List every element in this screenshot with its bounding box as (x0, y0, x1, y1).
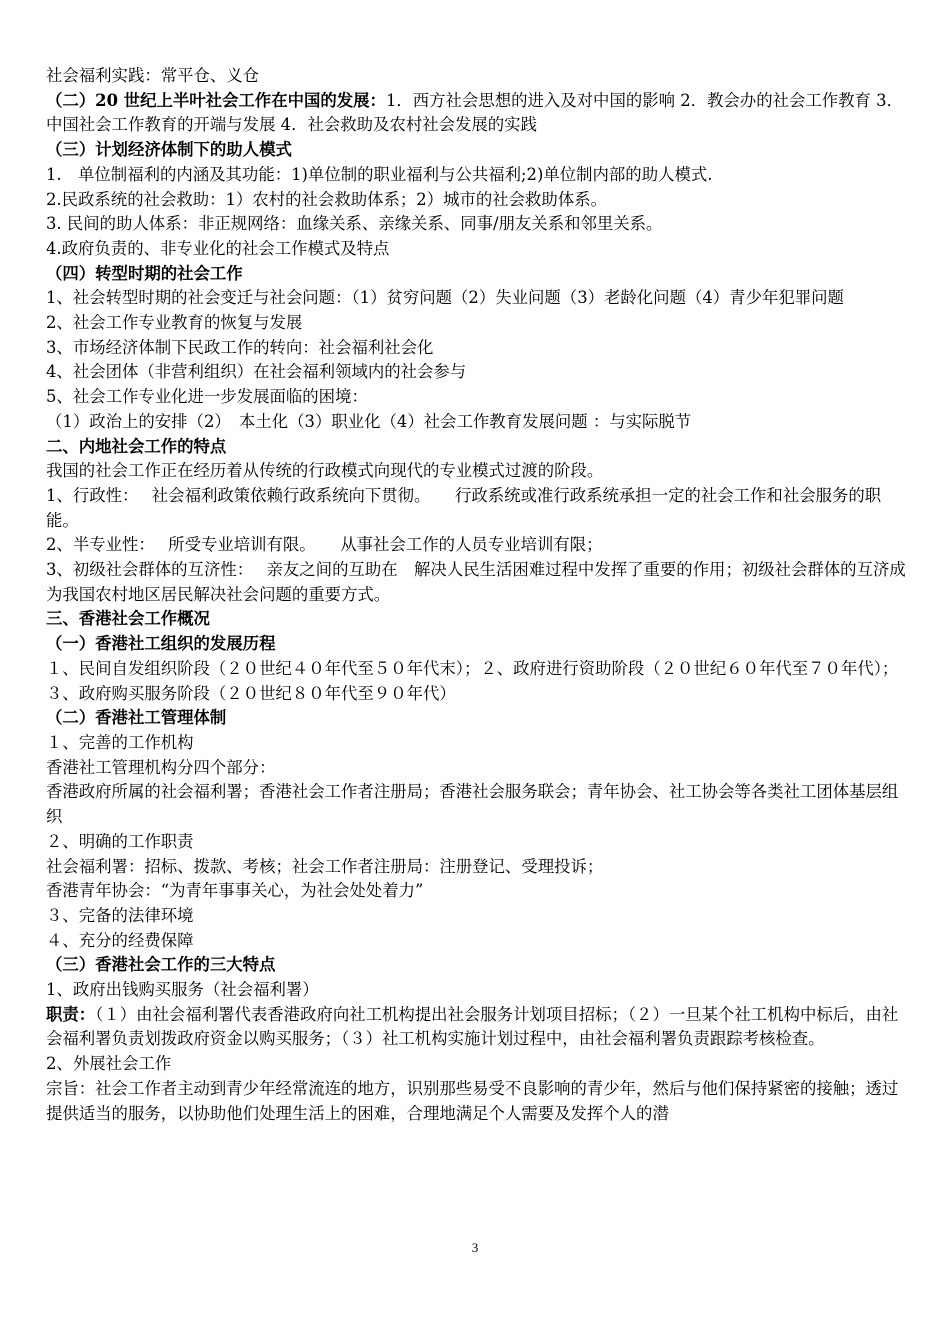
body-paragraph (46, 756, 906, 781)
paragraph-text: 1、行政性： 社会福利政策依赖行政系统向下贯彻。 行政系统或准行政系统承担一定的社会工作和社会服务的职能。 (46, 485, 882, 530)
paragraph-text: （三）计划经济体制下的助人模式 (46, 140, 292, 160)
body-paragraph (46, 978, 906, 1003)
body-paragraph (46, 163, 906, 188)
paragraph-text: 3、市场经济体制下民政工作的转向：社会福利社会化 (46, 337, 434, 357)
body-paragraph (46, 286, 906, 311)
section-heading (46, 435, 906, 460)
document-body (46, 64, 906, 1126)
paragraph-text: ３、政府购买服务阶段（２０世纪８０年代至９０年代） (46, 683, 456, 703)
section-heading (46, 607, 906, 632)
paragraph-text: （三）香港社会工作的三大特点 (46, 955, 276, 975)
paragraph-text: 3. 民间的助人体系：非正规网络：血缘关系、亲缘关系、同事/朋友关系和邻里关系。 (46, 214, 663, 234)
paragraph-text: １、完善的工作机构 (46, 732, 194, 752)
paragraph-text: （１）由社会福利署代表香港政府向社工机构提出社会服务计划项目招标；（２）一旦某个社工机构中标后，由社会福利署负责划拨政府资金以购买服务；（３）社工机构实施计划过程中，由社会福利署负责跟踪考核检查。 (46, 1004, 899, 1049)
paragraph-text: １、民间自发组织阶段（２０世纪４０年代至５０年代末）；２、政府进行资助阶段（２０世纪６０年代至７０年代）； (46, 658, 899, 678)
body-paragraph (46, 780, 906, 829)
body-paragraph (46, 385, 906, 410)
body-paragraph (46, 64, 906, 89)
section-heading (46, 706, 906, 731)
body-paragraph (46, 558, 906, 607)
paragraph-text: （1）政治上的安排（2） 本土化（3）职业化（4）社会工作教育发展问题 ：与实际脱节 (46, 411, 692, 431)
paragraph-text: 1、社会转型时期的社会变迁与社会问题：（1）贫穷问题（2）失业问题（3）老龄化问题（4）青少年犯罪问题 (46, 288, 844, 308)
body-paragraph (46, 237, 906, 262)
paragraph-lead: 职责： (46, 1004, 96, 1024)
body-paragraph (46, 855, 906, 880)
body-paragraph (46, 188, 906, 213)
body-paragraph (46, 929, 906, 954)
paragraph-text: 我国的社会工作正在经历着从传统的行政模式向现代的专业模式过渡的阶段。 (46, 461, 604, 481)
body-paragraph (46, 1003, 906, 1052)
body-paragraph (46, 459, 906, 484)
paragraph-text: 2.民政系统的社会救助：1）农村的社会救助体系；2）城市的社会救助体系。 (46, 189, 607, 209)
body-paragraph (46, 311, 906, 336)
paragraph-text: 社会福利署：招标、拨款、考核；社会工作者注册局：注册登记、受理投诉； (46, 856, 604, 876)
section-heading (46, 953, 906, 978)
paragraph-text: 香港政府所属的社会福利署；香港社会工作者注册局；香港社会服务联会；青年协会、社工协会等各类社工团体基层组织 (46, 782, 899, 827)
body-paragraph (46, 410, 906, 435)
paragraph-text: 宗旨：社会工作者主动到青少年经常流连的地方，识别那些易受不良影响的青少年，然后与他们保持紧密的接触；透过提供适当的服务，以协助他们处理生活上的困难，合理地满足个人需要及发挥个人的潜 (46, 1078, 899, 1123)
body-paragraph (46, 731, 906, 756)
body-paragraph (46, 682, 906, 707)
body-paragraph (46, 657, 906, 682)
paragraph-text: 5、社会工作专业化进一步发展面临的困境： (46, 387, 368, 407)
paragraph-text: 1、政府出钱购买服务（社会福利署） (46, 980, 319, 1000)
body-paragraph (46, 879, 906, 904)
paragraph-text: 1．西方社会思想的进入及对中国的影响 2．教会办的社会工作教育 3．中国社会工作教育的开端与发展 4．社会救助及农村社会发展的实践 (46, 90, 903, 135)
paragraph-text: 二、内地社会工作的特点 (46, 436, 227, 456)
section-heading (46, 138, 906, 163)
body-paragraph (46, 89, 906, 138)
paragraph-text: ３、完备的法律环境 (46, 905, 194, 925)
paragraph-text: ２、明确的工作职责 (46, 831, 194, 851)
body-paragraph (46, 212, 906, 237)
paragraph-text: ４、充分的经费保障 (46, 930, 194, 950)
body-paragraph (46, 904, 906, 929)
body-paragraph (46, 360, 906, 385)
paragraph-text: 4.政府负责的、非专业化的社会工作模式及特点 (46, 238, 390, 258)
body-paragraph (46, 533, 906, 558)
body-paragraph (46, 484, 906, 533)
paragraph-text: 2、外展社会工作 (46, 1054, 172, 1074)
paragraph-text: 4、社会团体（非营利组织）在社会福利领域内的社会参与 (46, 362, 467, 382)
paragraph-text: 3、初级社会群体的互济性： 亲友之间的互助在 解决人民生活困难过程中发挥了重要的作用；初级社会群体的互济成为我国农村地区居民解决社会问题的重要方式。 (46, 560, 906, 604)
paragraph-text: 香港社工管理机构分四个部分： (46, 757, 276, 777)
paragraph-text: 2、半专业性： 所受专业培训有限。 从事社会工作的人员专业培训有限； (46, 535, 603, 555)
paragraph-text: 三、香港社会工作概况 (46, 609, 210, 629)
body-paragraph (46, 1077, 906, 1126)
paragraph-text: 社会福利实践：常平仓、义仓 (46, 66, 260, 85)
paragraph-text: 2、社会工作专业教育的恢复与发展 (46, 313, 303, 333)
section-heading (46, 262, 906, 287)
section-heading (46, 632, 906, 657)
body-paragraph (46, 336, 906, 361)
paragraph-text: 香港青年协会：“为青年事事关心，为社会处处着力” (46, 881, 424, 901)
paragraph-lead: （二）20 世纪上半叶社会工作在中国的发展： (46, 90, 386, 110)
paragraph-text: （一）香港社工组织的发展历程 (46, 634, 276, 654)
body-paragraph (46, 830, 906, 855)
paragraph-text: （二）香港社工管理体制 (46, 708, 227, 728)
page-number: 3 (471, 1240, 479, 1255)
paragraph-text: （四）转型时期的社会工作 (46, 263, 243, 283)
body-paragraph (46, 1052, 906, 1077)
paragraph-text: 1. 单位制福利的内涵及其功能：1)单位制的职业福利与公共福利;2)单位制内部的助人模式. (46, 164, 713, 184)
